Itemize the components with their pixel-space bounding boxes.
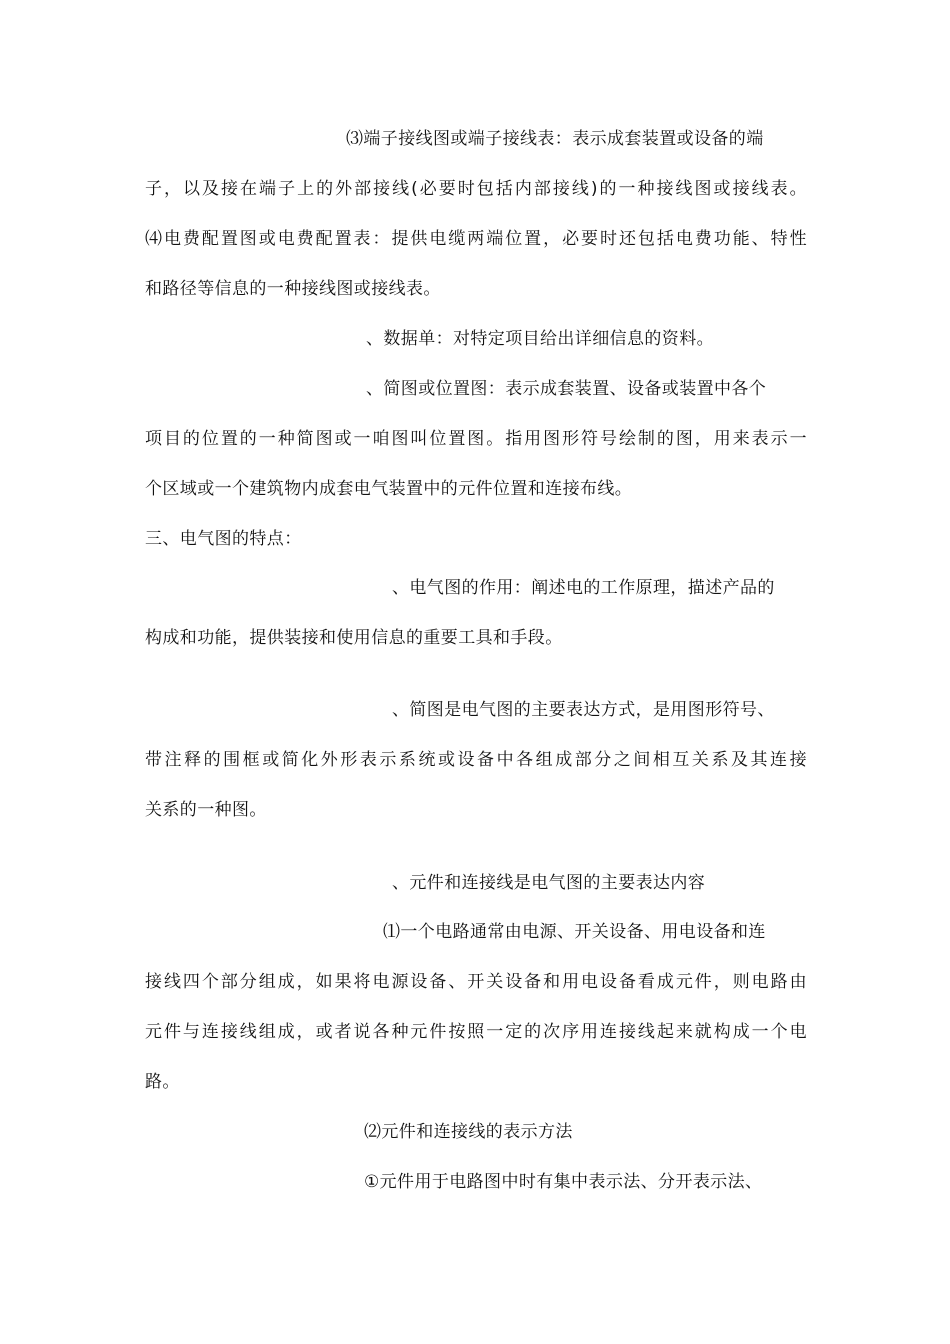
- text-line-data-sheet: 、数据单：对特定项目给出详细信息的资料。: [366, 329, 714, 349]
- text-line: 路。: [145, 1072, 180, 1092]
- text-line: 个区域或一个建筑物内成套电气装置中的元件位置和连接布线。: [145, 479, 633, 499]
- text-line-terminal-diagram: ⑶端子接线图或端子接线表：表示成套装置或设备的端: [346, 129, 764, 149]
- text-line-cable-config: ⑷电费配置图或电费配置表：提供电缆两端位置，必要时还包括电费功能、特性: [145, 229, 807, 249]
- text-line: 子，以及接在端子上的外部接线(必要时包括内部接线)的一种接线图或接线表。: [145, 179, 807, 199]
- text-line-representation-method: ⑵元件和连接线的表示方法: [364, 1122, 573, 1142]
- text-line-components-wiring: 、元件和连接线是电气图的主要表达内容: [392, 873, 706, 893]
- text-line-location-diagram: 、简图或位置图：表示成套装置、设备或装置中各个: [366, 379, 767, 399]
- text-line: 元件与连接线组成，或者说各种元件按照一定的次序用连接线起来就构成一个电: [145, 1022, 807, 1042]
- text-line: 接线四个部分组成，如果将电源设备、开关设备和用电设备看成元件，则电路由: [145, 972, 807, 992]
- text-line: 带注释的围框或简化外形表示系统或设备中各组成部分之间相互关系及其连接: [145, 750, 807, 770]
- text-line-component-methods: ①元件用于电路图中时有集中表示法、分开表示法、: [364, 1172, 763, 1192]
- text-line: 和路径等信息的一种接线图或接线表。: [145, 279, 441, 299]
- section-heading: 三、电气图的特点：: [145, 529, 302, 549]
- text-line-diagram-purpose: 、电气图的作用：阐述电的工作原理，描述产品的: [392, 578, 775, 598]
- text-line: 项目的位置的一种简图或一咱图叫位置图。指用图形符号绘制的图，用来表示一: [145, 429, 807, 449]
- text-line: 关系的一种图。: [145, 800, 267, 820]
- text-line-circuit-composition: ⑴一个电路通常由电源、开关设备、用电设备和连: [383, 922, 766, 942]
- text-line-simple-diagram: 、简图是电气图的主要表达方式，是用图形符号、: [392, 700, 775, 720]
- text-line: 构成和功能，提供装接和使用信息的重要工具和手段。: [145, 628, 563, 648]
